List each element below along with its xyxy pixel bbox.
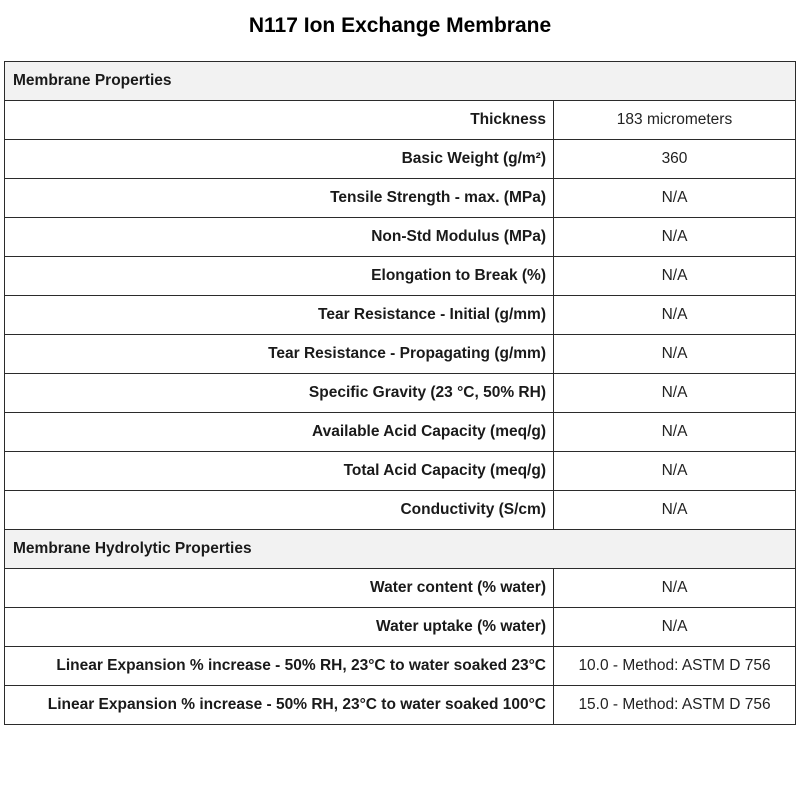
table-row: [5, 647, 796, 686]
property-label: Water content (% water): [5, 569, 554, 608]
property-label: Thickness: [5, 101, 554, 140]
table-row: [5, 569, 796, 608]
table-row: [5, 686, 796, 725]
property-value: N/A: [554, 179, 796, 218]
properties-table: [4, 61, 796, 725]
property-value: N/A: [554, 374, 796, 413]
property-value: 360: [554, 140, 796, 179]
property-value: N/A: [554, 413, 796, 452]
property-value: N/A: [554, 335, 796, 374]
property-label: Basic Weight (g/m²): [5, 140, 554, 179]
property-value: N/A: [554, 296, 796, 335]
section-heading: Membrane Properties: [5, 62, 796, 101]
table-row: [5, 491, 796, 530]
table-row: [5, 218, 796, 257]
section-heading: Membrane Hydrolytic Properties: [5, 530, 796, 569]
table-row: [5, 179, 796, 218]
section-header-row: [5, 530, 796, 569]
property-label: Tear Resistance - Propagating (g/mm): [5, 335, 554, 374]
table-row: [5, 374, 796, 413]
table-row: [5, 296, 796, 335]
table-row: [5, 140, 796, 179]
property-value: 183 micrometers: [554, 101, 796, 140]
property-value: N/A: [554, 569, 796, 608]
property-label: Total Acid Capacity (meq/g): [5, 452, 554, 491]
property-label: Linear Expansion % increase - 50% RH, 23°C to water soaked 100°C: [5, 686, 554, 725]
property-label: Tensile Strength - max. (MPa): [5, 179, 554, 218]
property-value: N/A: [554, 608, 796, 647]
table-row: [5, 452, 796, 491]
property-label: Water uptake (% water): [5, 608, 554, 647]
property-label: Linear Expansion % increase - 50% RH, 23°C to water soaked 23°C: [5, 647, 554, 686]
property-label: Conductivity (S/cm): [5, 491, 554, 530]
table-row: [5, 257, 796, 296]
property-label: Available Acid Capacity (meq/g): [5, 413, 554, 452]
property-value: 15.0 - Method: ASTM D 756: [554, 686, 796, 725]
table-row: [5, 335, 796, 374]
section-header-row: [5, 62, 796, 101]
property-value: 10.0 - Method: ASTM D 756: [554, 647, 796, 686]
page-title: N117 Ion Exchange Membrane: [248, 14, 552, 37]
property-value: N/A: [554, 257, 796, 296]
table-row: [5, 101, 796, 140]
table-row: [5, 413, 796, 452]
table-row: [5, 608, 796, 647]
property-value: N/A: [554, 491, 796, 530]
property-value: N/A: [554, 452, 796, 491]
property-label: Non-Std Modulus (MPa): [5, 218, 554, 257]
property-label: Specific Gravity (23 °C, 50% RH): [5, 374, 554, 413]
property-label: Tear Resistance - Initial (g/mm): [5, 296, 554, 335]
property-value: N/A: [554, 218, 796, 257]
property-label: Elongation to Break (%): [5, 257, 554, 296]
